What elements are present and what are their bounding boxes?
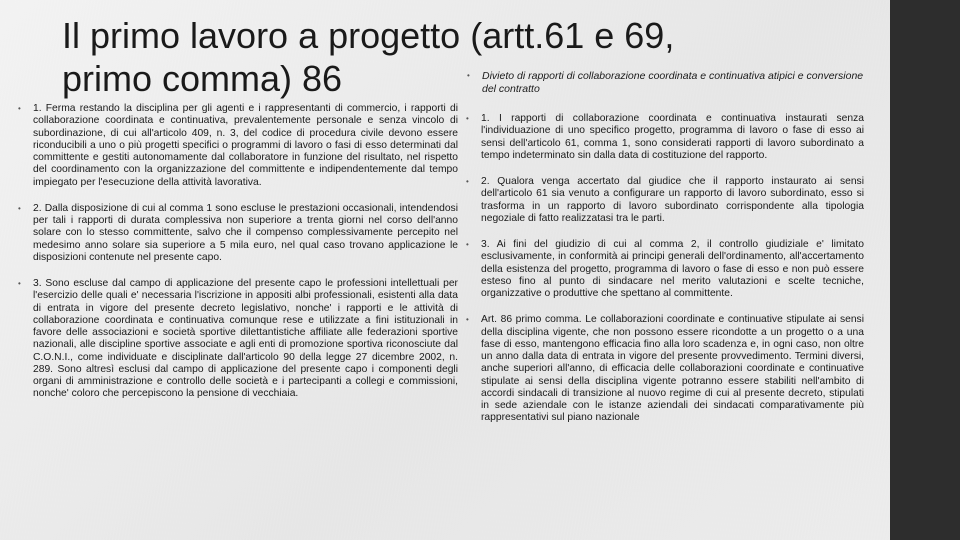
- left-column-list: [33, 103, 458, 415]
- slide-title-line-1: Il primo lavoro a progetto (artt.61 e 69,: [62, 15, 675, 56]
- right-column-list: [481, 113, 864, 439]
- list-item: • 2. Dalla disposizione di cui al comma 1 sono escluse le prestazioni occasionali, intendendosi per tali i rapporti di durata complessiva non superiore a trenta giorni nel corso dell'anno solare con lo stesso committente, salvo che il compenso complessivamente percepito nel medesimo anno solare sia superiore a 5 mila euro, nel qual caso trovano applicazione le disposizioni contenute nel presente capo.: [33, 203, 458, 264]
- list-item: • 1. I rapporti di collaborazione coordinata e continuativa instaurati senza l'individuazione di uno specifico progetto, programma di lavoro o fase di esso ai sensi dell'articolo 61, comma 1, sono considerati rapporti di lavoro subordinato a tempo indeterminato sin dalla data di costituzione del rapporto.: [481, 113, 864, 162]
- list-item: • 3. Sono escluse dal campo di applicazione del presente capo le professioni intellettuali per l'esercizio delle quali e' necessaria l'iscrizione in appositi albi professionali, esistenti alla data di entrata in vigore del presente decreto legislativo, nonche' i rapporti e le attività di collaborazione coordinata e continuativa comunque rese e utilizzate a fini istituzionali in favore delle associazioni e società sportive dilettantistiche affiliate alle federazioni sportive nazionali, alle discipline sportive associate e agli enti di promozione sportiva riconosciute dal C.O.N.I., come individuate e disciplinate dall'articolo 90 della legge 27 dicembre 2002, n. 289. Sono altresì esclusi dal campo di applicazione del presente capo i componenti degli organi di amministrazione e controllo delle società e i partecipanti a collegi e commissioni, nonche' coloro che percepiscono la pensione di vecchiaia.: [33, 278, 458, 401]
- list-item: • Art. 86 primo comma. Le collaborazioni coordinate e continuative stipulate ai sensi della disciplina vigente, che non possono essere ricondotte a un progetto o a una fase di esso, mantengono efficacia fino alla loro scadenza e, in ogni caso, non oltre un anno dalla data di entrata in vigore del presente provvedimento. Termini diversi, anche superiori all'anno, di efficacia delle collaborazioni coordinate e continuative stipulate ai sensi della disciplina vigente potranno essere stabiliti nell'ambito di accordi sindacali di transizione al nuovo regime di cui al presente decreto, stipulati in sede aziendale con le istanze aziendali dei sindacati comparativamente più rappresentativi sul piano nazionale: [481, 314, 864, 424]
- slide-title-line-2: primo comma) 86: [62, 58, 343, 99]
- list-item: • 1. Ferma restando la disciplina per gli agenti e i rappresentanti di commercio, i rapporti di collaborazione coordinata e continuativa, prevalentemente personale e senza vincolo di subordinazione, di cui all'articolo 409, n. 3, del codice di procedura civile devono essere riconducibili a uno o più progetti specifici o programmi di lavoro o fasi di esso determinati dal committente e gestiti autonomamente dal collaboratore in funzione del risultato, nel rispetto del coordinamento con la organizzazione del committente e indipendentemente dal tempo impiegato per l'esecuzione della attività lavorativa.: [33, 103, 458, 189]
- list-item: • 3. Ai fini del giudizio di cui al comma 2, il controllo giudiziale e' limitato esclusivamente, in conformità ai principi generali dell'ordinamento, all'accertamento della esistenza del progetto, programma di lavoro o fase di esso e non può essere esteso fino al punto di sindacare nel merito valutazioni e scelte tecniche, organizzative o produttive che spettano al committente.: [481, 239, 864, 300]
- list-item: • 2. Qualora venga accertato dal giudice che il rapporto instaurato ai sensi dell'articolo 61 sia venuto a configurare un rapporto di lavoro subordinato, esso si trasforma in un rapporto di lavoro subordinato corrispondente alla tipologia negoziale di fatto realizzatasi tra le parti.: [481, 176, 864, 225]
- right-decorative-bar: [890, 0, 960, 540]
- subtitle-note: • Divieto di rapporti di collaborazione coordinata e continuativa atipici e conversione del contratto: [482, 70, 872, 95]
